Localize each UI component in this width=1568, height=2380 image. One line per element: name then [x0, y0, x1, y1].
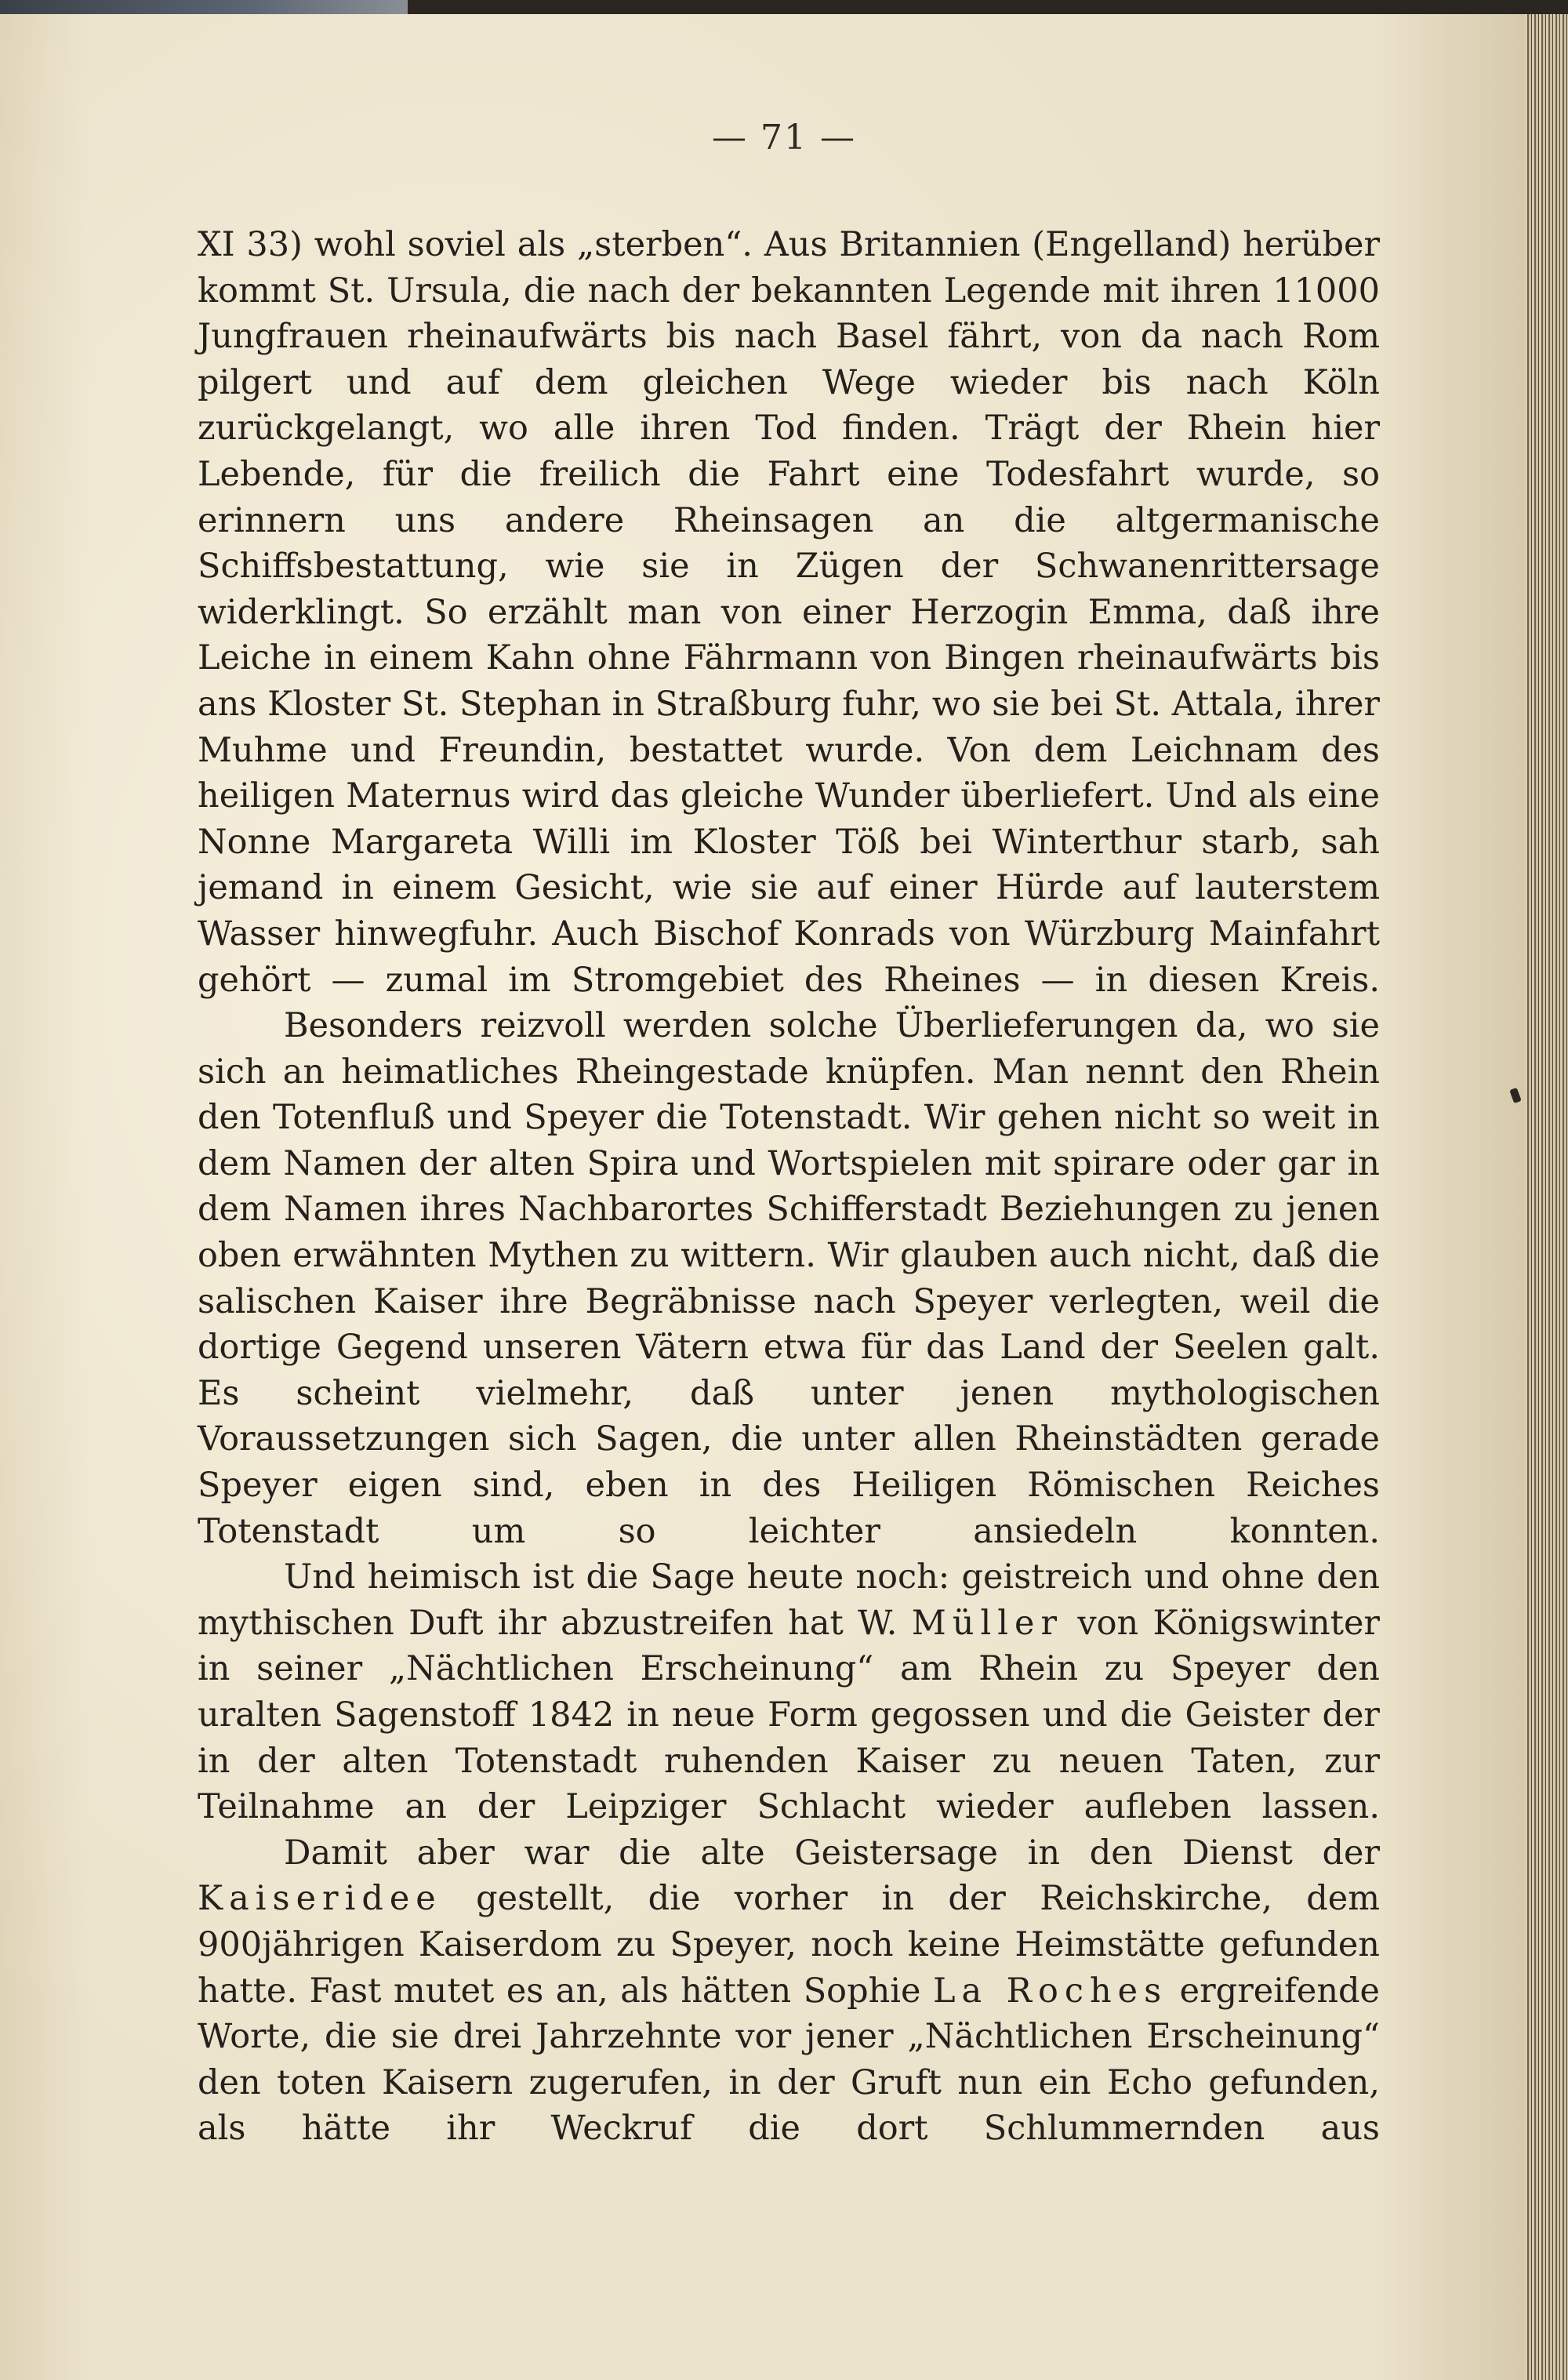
author-name-mueller: Müller [911, 1603, 1064, 1643]
author-name-la-roche: La Roches [932, 1971, 1168, 2011]
body-text [198, 222, 1380, 2152]
paragraph-4 [198, 1830, 1380, 2152]
paragraph-3-text-b: von Königswinter in seiner „Nächtlichen Erscheinung“ am Rhein zu Speyer den uralten Sagenstoff 1842 in neue Form gegossen und die Geister der in der alten Totenstadt ruhenden Kaiser zu neuen Taten, zur Teilnahme an der Leipziger Schlacht wieder aufleben lassen. [198, 1603, 1380, 1827]
paragraph-4-text-b: gestellt, die vorher in der Reichskirche, dem 900jährigen Kaiserdom zu Speyer, noch keine Heimstätte gefunden hatte. Fast mutet es an, als hätten Sophie [198, 1879, 1380, 2011]
paragraph-4-text-c: ergreifende Worte, die sie drei Jahrzehnte vor jener „Nächtlichen Erscheinung“ den toten Kaisern zugerufen, in der Gruft nun ein Echo gefunden, als hätte ihr Weckruf die dort Schlummernden aus [198, 1971, 1380, 2149]
term-kaiseridee: Kaiseridee [198, 1879, 442, 1919]
paragraph-3 [198, 1554, 1380, 1830]
paragraph-2: Besonders reizvoll werden solche Überlieferungen da, wo sie sich an heimatliches Rheingestade knüpfen. Man nennt den Rhein den Totenfluß und Speyer die Totenstadt. Wir gehen nicht so weit in dem Namen der alten Spira und Wortspielen mit spirare oder gar in dem Namen ihres Nachbarortes Schifferstadt Beziehungen zu jenen oben erwähnten Mythen zu wittern. Wir glauben auch nicht, daß die salischen Kaiser ihre Begräbnisse nach Speyer verlegten, weil die dortige Gegend unseren Vätern etwa für das Land der Seelen galt. Es scheint vielmehr, daß unter jenen mythologischen Voraussetzungen sich Sagen, die unter allen Rheinstädten gerade Speyer eigen sind, eben in des Heiligen Römischen Reiches Totenstadt um so leichter ansiedeln konnten. [198, 1006, 1380, 1551]
page-edges [1525, 14, 1568, 2380]
page-number: — 71 — [712, 118, 856, 158]
paragraph-3-text-a: Und heimisch ist die Sage heute noch: geistreich und ohne den mythischen Duft ihr abzustreifen hat W. [198, 1557, 1380, 1643]
paragraph-1: XI 33) wohl soviel als „sterben“. Aus Britannien (Engelland) herüber kommt St. Ursula, die nach der bekannten Legende mit ihren 11000 Jungfrauen rheinaufwärts bis nach Basel fährt, von da nach Rom pilgert und auf dem gleichen Wege wieder bis nach Köln zurückgelangt, wo alle ihren Tod finden. Trägt der Rhein hier Lebende, für die freilich die Fahrt eine Todesfahrt wurde, so erinnern uns andere Rheinsagen an die altgermanische Schiffsbestattung, wie sie in Zügen der Schwanenrittersage widerklingt. So erzählt man von einer Herzogin Emma, daß ihre Leiche in einem Kahn ohne Fährmann von Bingen rheinaufwärts bis ans Kloster St. Stephan in Straßburg fuhr, wo sie bei St. Attala, ihrer Muhme und Freundin, bestattet wurde. Von dem Leichnam des heiligen Maternus wird das gleiche Wunder überliefert. Und als eine Nonne Margareta Willi im Kloster Töß bei Winterthur starb, sah jemand in einem Gesicht, wie sie auf einer Hürde auf lauterstem Wasser hinwegfuhr. Auch Bischof Konrads von Würzburg Mainfahrt gehört — zumal im Stromgebiet des Rheines — in diesen Kreis. [198, 225, 1380, 1000]
paragraph-4-text-a: Damit aber war die alte Geistersage in den Dienst der [284, 1833, 1380, 1873]
